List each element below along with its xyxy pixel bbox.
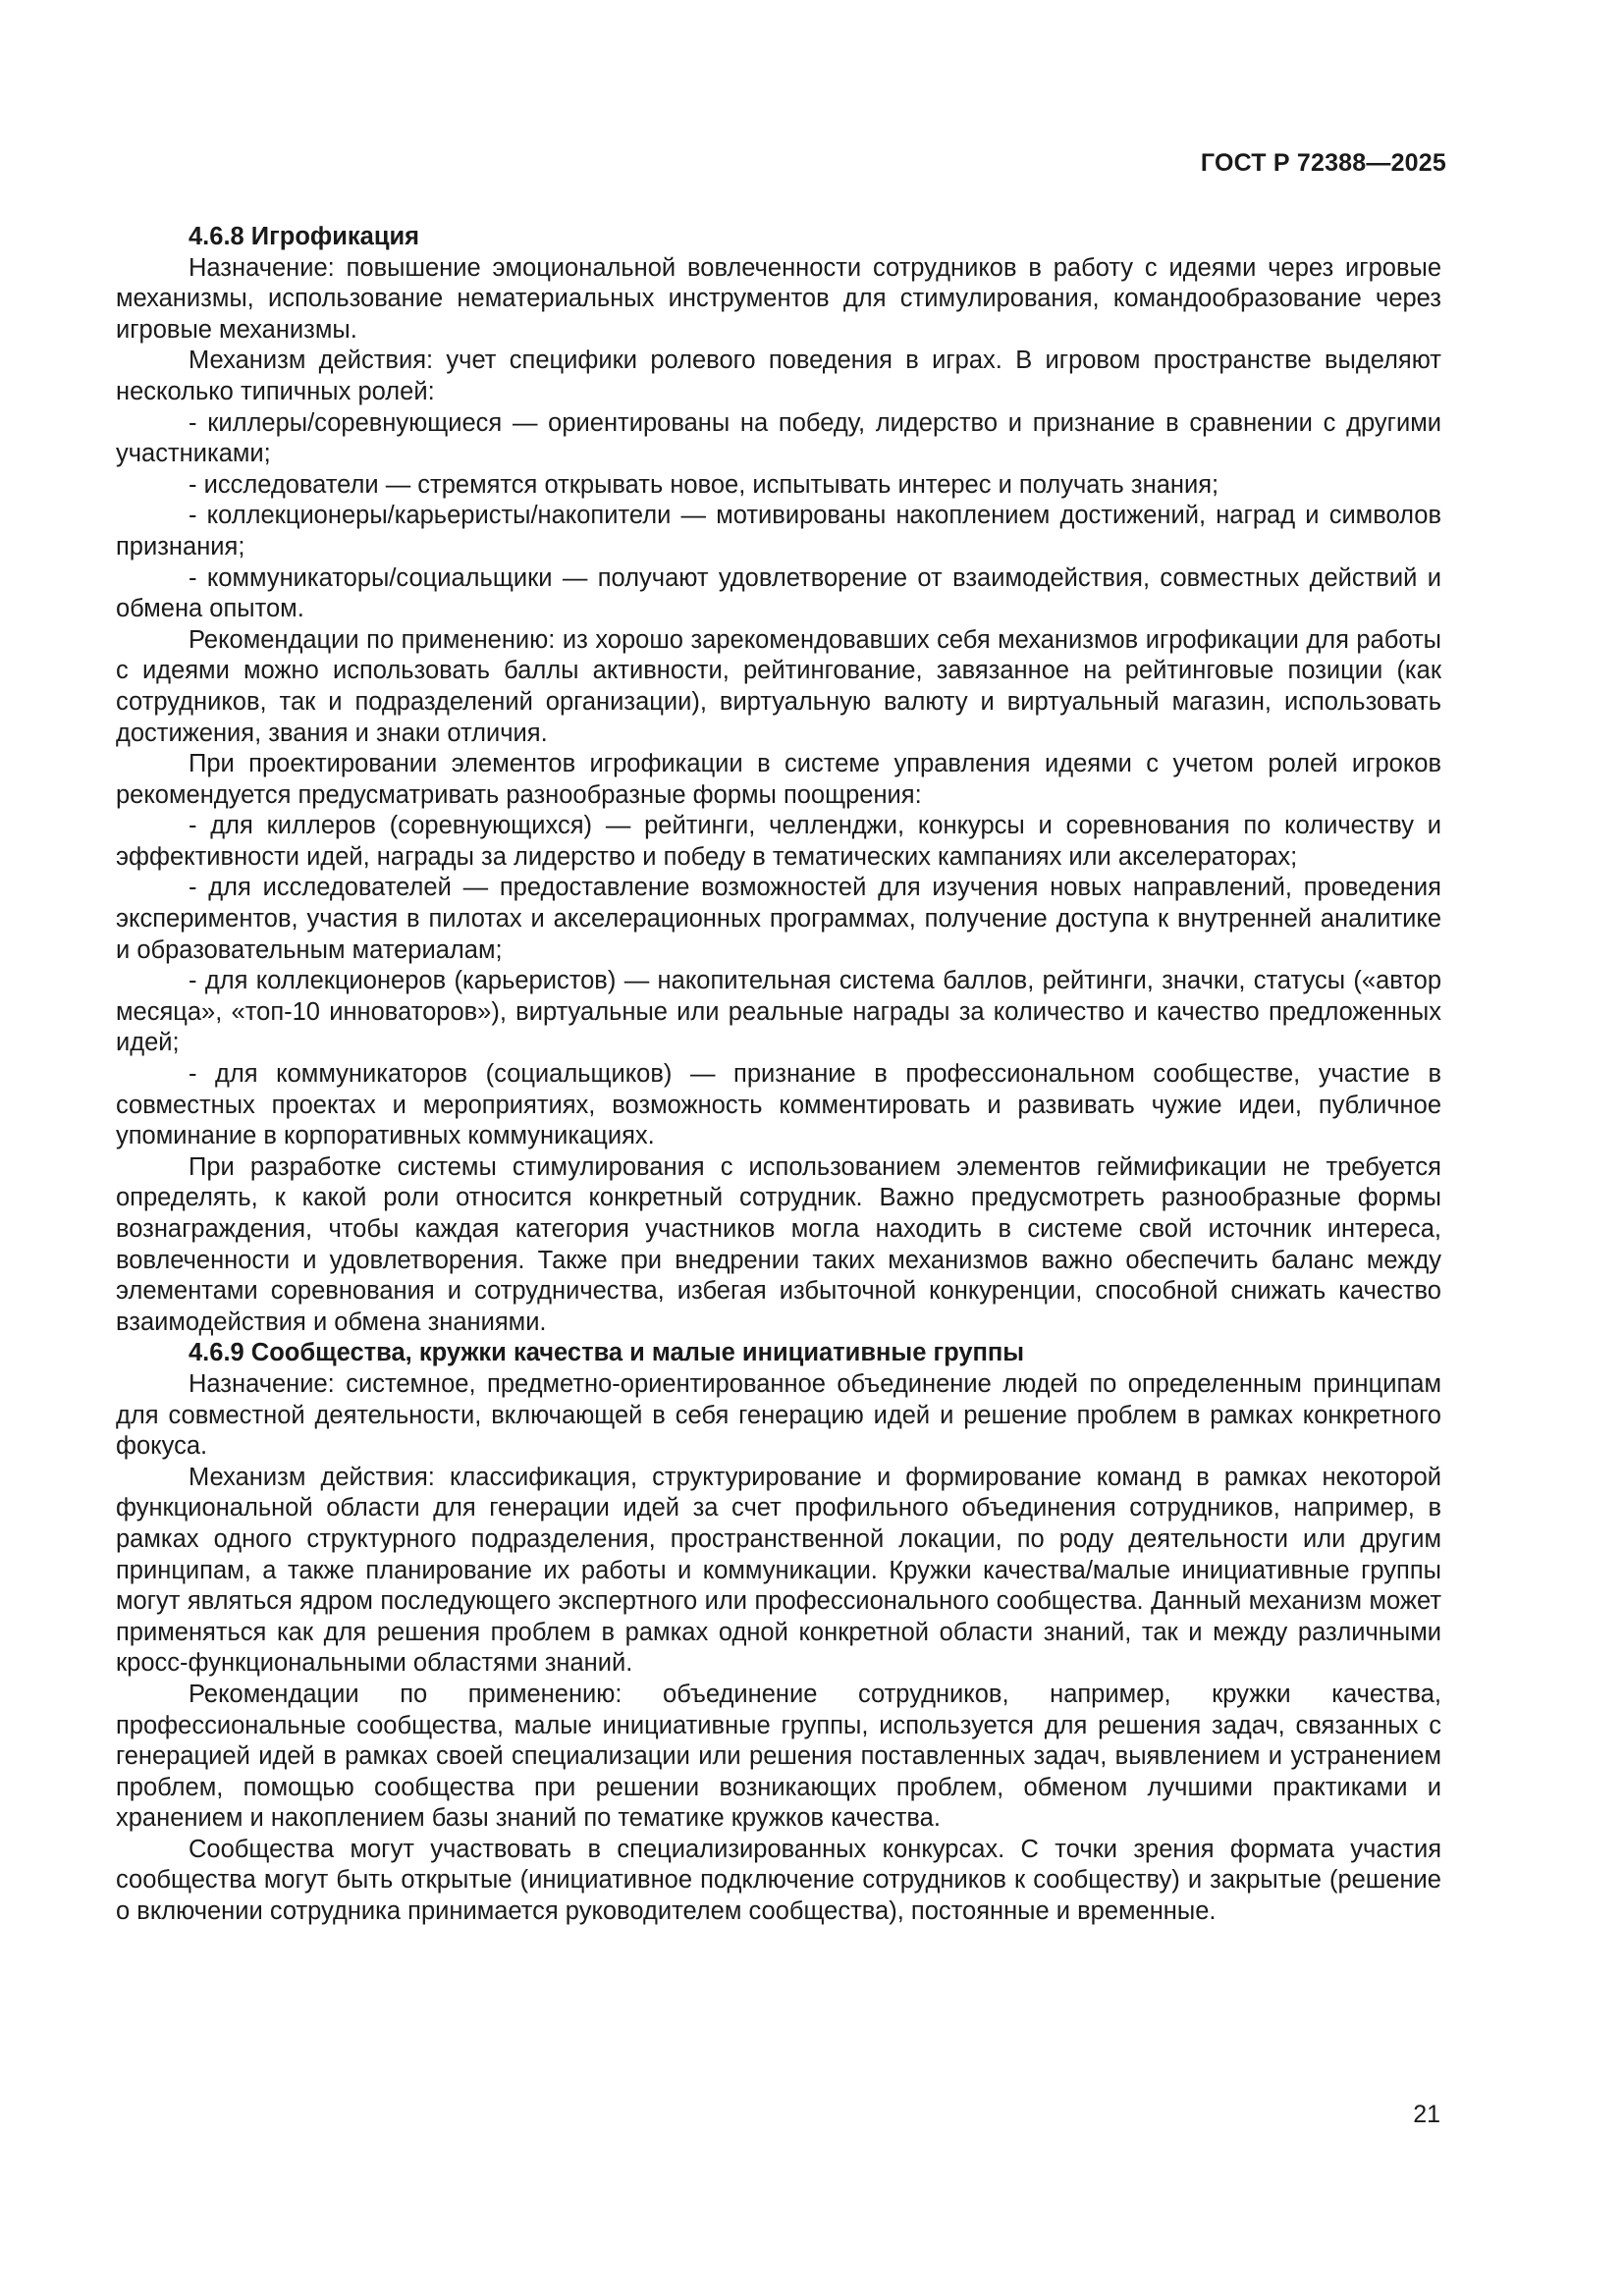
paragraph: Механизм действия: классификация, структурирование и формирование команд в рамках некоторой функциональной области для генерации идей за счет профильного объединения сотрудников, например, в рамках одного структурного подразделения, пространственной локации, по роду деятельности или другим принципам, а также планирование их работы и коммуникации. Кружки качества/малые инициативные группы могут являться ядром последующего экспертного или профессионального сообщества. Данный механизм может применяться как для решения проблем в рамках одной конкретной области знаний, так и между различными кросс-функциональными областями знаний. bbox=[116, 1463, 1441, 1678]
section-heading: 4.6.8 Игрофикация bbox=[189, 223, 420, 250]
paragraph: Назначение: системное, предметно-ориентированное объединение людей по определенным принципам для совместной деятельности, включающей в себя генерацию идей и решение проблем в рамках конкретного фокуса. bbox=[116, 1369, 1441, 1461]
section-heading: 4.6.9 Сообщества, кружки качества и малые инициативные группы bbox=[189, 1339, 1025, 1367]
document-code: ГОСТ Р 72388—2025 bbox=[1200, 149, 1446, 177]
list-item: - для коллекционеров (карьеристов) — накопительная система баллов, рейтинги, значки, статусы («автор месяца», «топ-10 инноваторов»), виртуальные или реальные награды за количество и качество предложенных идей; bbox=[116, 967, 1441, 1057]
list-item: - для исследователей — предоставление возможностей для изучения новых направлений, проведения экспериментов, участия в пилотах и акселерационных программах, получение доступа к внутренней аналитике и образовательным материалам; bbox=[116, 874, 1441, 964]
list-item: - для киллеров (соревнующихся) — рейтинги, челленджи, конкурсы и соревнования по количеству и эффективности идей, награды за лидерство и победу в тематических кампаниях или акселераторах; bbox=[116, 812, 1441, 871]
paragraph: Сообщества могут участвовать в специализированных конкурсах. С точки зрения формата участия сообщества могут быть открытые (инициативное подключение сотрудников к сообществу) и закрытые (решение о включении сотрудника принимается руководителем сообщества), постоянные и временные. bbox=[116, 1835, 1441, 1926]
paragraph: При проектировании элементов игрофикации в системе управления идеями с учетом ролей игроков рекомендуется предусматривать разнообразные формы поощрения: bbox=[116, 750, 1441, 809]
paragraph: Рекомендации по применению: объединение сотрудников, например, кружки качества, профессиональные сообщества, малые инициативные группы, используется для решения задач, связанных с генерацией идей в рамках своей специализации или решения поставленных задач, выявлением и устранением проблем, помощью сообщества при решении возникающих проблем, обменом лучшими практиками и хранением и накоплением базы знаний по тематике кружков качества. bbox=[116, 1680, 1441, 1833]
list-item: - для коммуникаторов (социальщиков) — признание в профессиональном сообществе, участие в совместных проектах и мероприятиях, возможность комментировать и развивать чужие идеи, публичное упоминание в корпоративных коммуникациях. bbox=[116, 1060, 1441, 1150]
document-body bbox=[116, 222, 1441, 1928]
list-item: - коллекционеры/карьеристы/накопители — мотивированы накоплением достижений, наград и символов признания; bbox=[116, 502, 1441, 561]
paragraph: Рекомендации по применению: из хорошо зарекомендовавших себя механизмов игрофикации для работы с идеями можно использовать баллы активности, рейтингование, завязанное на рейтинговые позиции (как сотрудников, так и подразделений организации), виртуальную валюту и виртуальный магазин, использовать достижения, звания и знаки отличия. bbox=[116, 625, 1441, 747]
list-item: - коммуникаторы/социальщики — получают удовлетворение от взаимодействия, совместных действий и обмена опытом. bbox=[116, 563, 1441, 623]
paragraph: При разработке системы стимулирования с использованием элементов геймификации не требуется определять, к какой роли относится конкретный сотрудник. Важно предусмотреть разнообразные формы вознаграждения, чтобы каждая категория участников могла находить в системе свой источник интереса, вовлеченности и удовлетворения. Также при внедрении таких механизмов важно обеспечить баланс между элементами соревнования и сотрудничества, избегая избыточной конкуренции, способной снижать качество взаимодействия и обмена знаниями. bbox=[116, 1152, 1441, 1336]
page-number: 21 bbox=[1413, 2101, 1440, 2128]
list-item: - киллеры/соревнующиеся — ориентированы на победу, лидерство и признание в сравнении с другими участниками; bbox=[116, 408, 1441, 468]
paragraph: Механизм действия: учет специфики ролевого поведения в играх. В игровом пространстве выделяют несколько типичных ролей: bbox=[116, 347, 1441, 405]
list-item: - исследователи — стремятся открывать новое, испытывать интерес и получать знания; bbox=[189, 470, 1219, 499]
paragraph: Назначение: повышение эмоциональной вовлеченности сотрудников в работу с идеями через игровые механизмы, использование нематериальных инструментов для стимулирования, командообразование через игровые механизмы. bbox=[116, 253, 1441, 344]
